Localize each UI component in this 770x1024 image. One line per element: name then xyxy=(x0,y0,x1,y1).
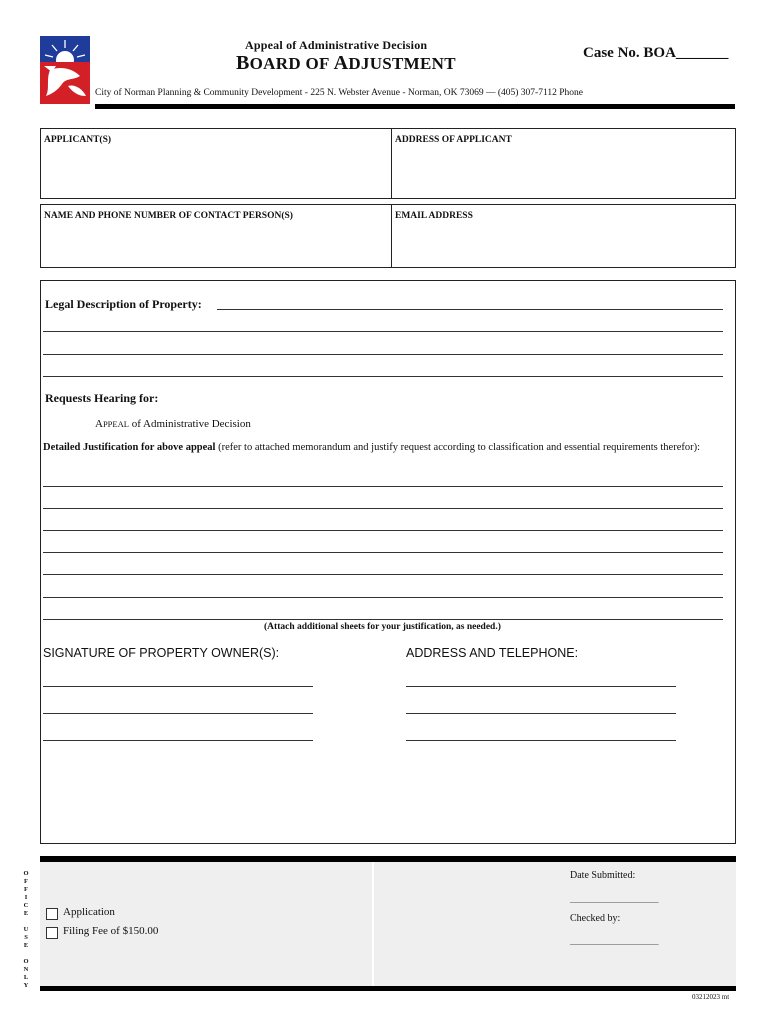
signature-line[interactable] xyxy=(43,686,313,687)
applicants-label: APPLICANT(S) xyxy=(44,135,112,145)
revision-code: 03212023 mt xyxy=(692,993,730,1001)
city-logo xyxy=(40,36,90,104)
email-box[interactable] xyxy=(391,204,736,268)
use-letter: S xyxy=(24,934,28,941)
legal-description-label: Legal Description of Property: xyxy=(45,297,202,311)
attach-sheets-note: (Attach additional sheets for your justification, as needed.) xyxy=(264,622,501,632)
title-initial-b: B xyxy=(236,52,250,74)
justification-line[interactable] xyxy=(43,508,723,509)
applicant-address-label: ADDRESS OF APPLICANT xyxy=(395,135,512,145)
office-letter: F xyxy=(24,886,28,893)
office-letter: E xyxy=(23,910,29,917)
contact-person-box[interactable] xyxy=(40,204,392,268)
title-part-2: DJUSTMENT xyxy=(348,54,456,73)
detailed-justification-instructions xyxy=(43,441,703,454)
only-letter: N xyxy=(23,966,29,973)
applicant-address-box[interactable] xyxy=(391,128,736,199)
application-label: Application xyxy=(63,906,115,918)
office-letter-gap xyxy=(22,950,30,958)
justification-line[interactable] xyxy=(43,486,723,487)
address-telephone-label: ADDRESS AND TELEPHONE: xyxy=(406,646,579,660)
header-rule xyxy=(95,104,735,109)
address-telephone-line[interactable] xyxy=(406,686,676,687)
detailed-justification-label: Detailed Justification for above appeal xyxy=(43,442,216,453)
appeal-rest: of Administrative Decision xyxy=(128,418,251,430)
signature-line[interactable] xyxy=(43,713,313,714)
address-telephone-line[interactable] xyxy=(406,740,676,741)
office-divider xyxy=(372,862,374,986)
office-use-only-label xyxy=(22,870,30,990)
case-number: Case No. BOA_______ xyxy=(583,45,729,61)
title-initial-a: A xyxy=(333,52,349,74)
contact-person-label: NAME AND PHONE NUMBER OF CONTACT PERSON(S) xyxy=(44,211,293,221)
justification-line[interactable] xyxy=(43,597,723,598)
requests-hearing-label: Requests Hearing for: xyxy=(45,391,159,405)
filing-fee-label: Filing Fee of $150.00 xyxy=(63,925,159,937)
email-label: EMAIL ADDRESS xyxy=(395,211,473,221)
only-letter: L xyxy=(23,974,29,981)
office-address: City of Norman Planning & Community Development - 225 N. Webster Avenue - Norman, OK 73069 — (405) 307-7112 Phone xyxy=(95,88,583,98)
application-checkbox[interactable] xyxy=(46,908,58,920)
legal-description-line[interactable] xyxy=(43,354,723,355)
justification-line[interactable] xyxy=(43,530,723,531)
justification-line[interactable] xyxy=(43,552,723,553)
applicants-box[interactable] xyxy=(40,128,392,199)
form-subtitle: Appeal of Administrative Decision xyxy=(245,38,428,52)
justification-line[interactable] xyxy=(43,574,723,575)
office-letter-gap xyxy=(22,918,30,926)
use-letter: E xyxy=(23,942,29,949)
appeal-initial: A xyxy=(95,418,103,430)
legal-description-line[interactable] xyxy=(43,376,723,377)
use-letter: U xyxy=(23,926,29,933)
detailed-justification-text: (refer to attached memorandum and justify request according to classification and essential requirements therefor): xyxy=(215,442,701,453)
only-letter: O xyxy=(23,958,29,965)
appeal-option xyxy=(95,418,251,430)
only-letter: Y xyxy=(23,982,29,989)
office-letter: O xyxy=(23,870,29,877)
legal-description-line[interactable] xyxy=(217,309,723,310)
address-telephone-line[interactable] xyxy=(406,713,676,714)
date-submitted-line[interactable]: ______________________ xyxy=(570,894,658,904)
form-title xyxy=(236,52,456,75)
checked-by-label: Checked by: xyxy=(570,913,621,924)
legal-description-line[interactable] xyxy=(43,331,723,332)
office-letter: F xyxy=(24,878,28,885)
justification-line[interactable] xyxy=(43,619,723,620)
title-part-1: OARD OF xyxy=(249,54,334,73)
checked-by-line[interactable]: ______________________ xyxy=(570,936,658,946)
appeal-smallcaps: PPEAL xyxy=(102,419,129,429)
office-letter: C xyxy=(23,902,29,909)
signature-line[interactable] xyxy=(43,740,313,741)
date-submitted-label: Date Submitted: xyxy=(570,870,636,881)
office-letter: I xyxy=(24,894,28,901)
main-section xyxy=(40,280,736,844)
office-bottom-rule xyxy=(40,986,736,991)
filing-fee-checkbox[interactable] xyxy=(46,927,58,939)
signature-owner-label: SIGNATURE OF PROPERTY OWNER(S): xyxy=(43,646,280,660)
